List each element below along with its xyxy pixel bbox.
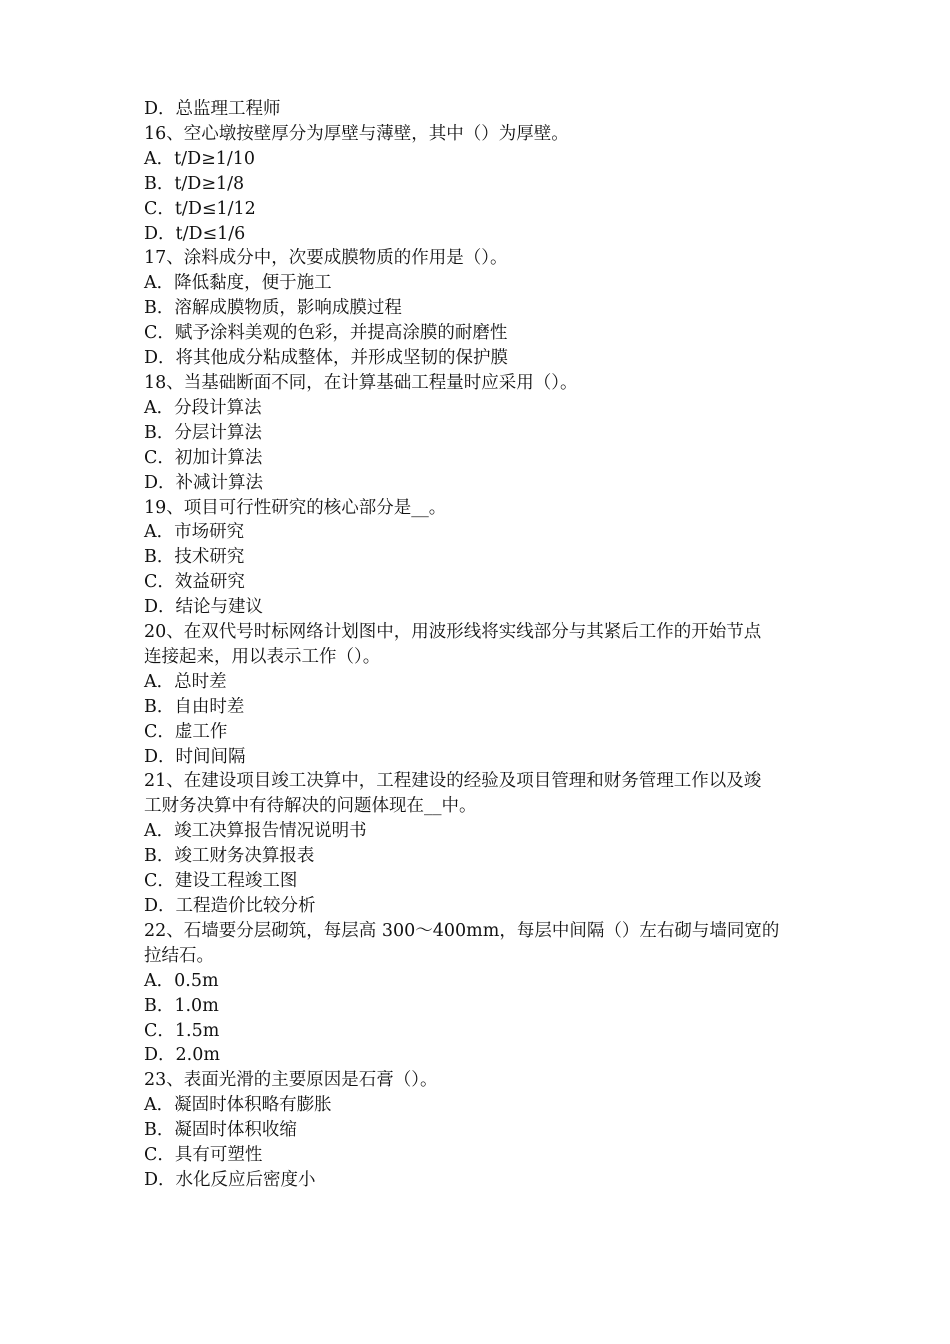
option-line: B．溶解成膜物质，影响成膜过程 [144, 298, 402, 319]
document-body [144, 97, 812, 1193]
option-line: D．2.0m [144, 1045, 220, 1066]
option-line: A．分段计算法 [144, 397, 262, 418]
option-line: C．建设工程竣工图 [144, 871, 298, 892]
option-line: B．自由时差 [144, 696, 245, 717]
option-line: D．将其他成分粘成整体，并形成坚韧的保护膜 [144, 348, 509, 369]
question-21: 21、在建设项目竣工决算中，工程建设的经验及项目管理和财务管理工作以及竣 [144, 771, 762, 792]
option-line: D．补减计算法 [144, 472, 264, 493]
option-line: A．降低黏度，便于施工 [144, 273, 332, 294]
option-line: A．总时差 [144, 671, 227, 692]
option-line: C．具有可塑性 [144, 1145, 263, 1166]
option-line: D．时间间隔 [144, 746, 246, 767]
option-line: A．0.5m [144, 970, 219, 991]
question-21-continued: 工财务决算中有待解决的问题体现在__中。 [144, 796, 477, 817]
question-16: 16、空心墩按壁厚分为厚壁与薄壁，其中（）为厚壁。 [144, 123, 569, 144]
question-22: 22、石墙要分层砌筑，每层高 300～400mm，每层中间隔（）左右砌与墙同宽的 [144, 920, 780, 941]
question-22-continued: 拉结石。 [144, 945, 214, 966]
option-line: A．凝固时体积略有膨胀 [144, 1095, 332, 1116]
option-line: D．t/D≤1/6 [144, 223, 246, 244]
option-line: C．初加计算法 [144, 447, 263, 468]
option-line: B．t/D≥1/8 [144, 173, 245, 194]
option-line: B．竣工财务决算报表 [144, 846, 315, 867]
question-23: 23、表面光滑的主要原因是石膏（）。 [144, 1070, 438, 1091]
question-20: 20、在双代号时标网络计划图中，用波形线将实线部分与其紧后工作的开始节点 [144, 622, 762, 643]
question-19: 19、项目可行性研究的核心部分是__。 [144, 497, 447, 518]
option-line: A．竣工决算报告情况说明书 [144, 821, 367, 842]
question-17: 17、涂料成分中，次要成膜物质的作用是（）。 [144, 248, 508, 269]
option-line: B．技术研究 [144, 547, 245, 568]
option-line: A．市场研究 [144, 522, 245, 543]
question-18: 18、当基础断面不同，在计算基础工程量时应采用（）。 [144, 372, 578, 393]
option-line: C．效益研究 [144, 572, 245, 593]
option-line: B．分层计算法 [144, 422, 262, 443]
option-line: B．凝固时体积收缩 [144, 1120, 297, 1141]
question-20-continued: 连接起来，用以表示工作（）。 [144, 646, 381, 667]
option-line: D．工程造价比较分析 [144, 896, 316, 916]
option-line: B．1.0m [144, 995, 219, 1016]
option-line: C．1.5m [144, 1020, 220, 1041]
option-line: C．虚工作 [144, 721, 228, 742]
option-line: A．t/D≥1/10 [144, 148, 256, 169]
option-line: C．赋予涂料美观的色彩，并提高涂膜的耐磨性 [144, 323, 508, 344]
option-line: D．结论与建议 [144, 597, 264, 618]
option-line: D．总监理工程师 [144, 99, 281, 119]
option-line: C．t/D≤1/12 [144, 198, 256, 219]
option-line: D．水化反应后密度小 [144, 1169, 316, 1190]
